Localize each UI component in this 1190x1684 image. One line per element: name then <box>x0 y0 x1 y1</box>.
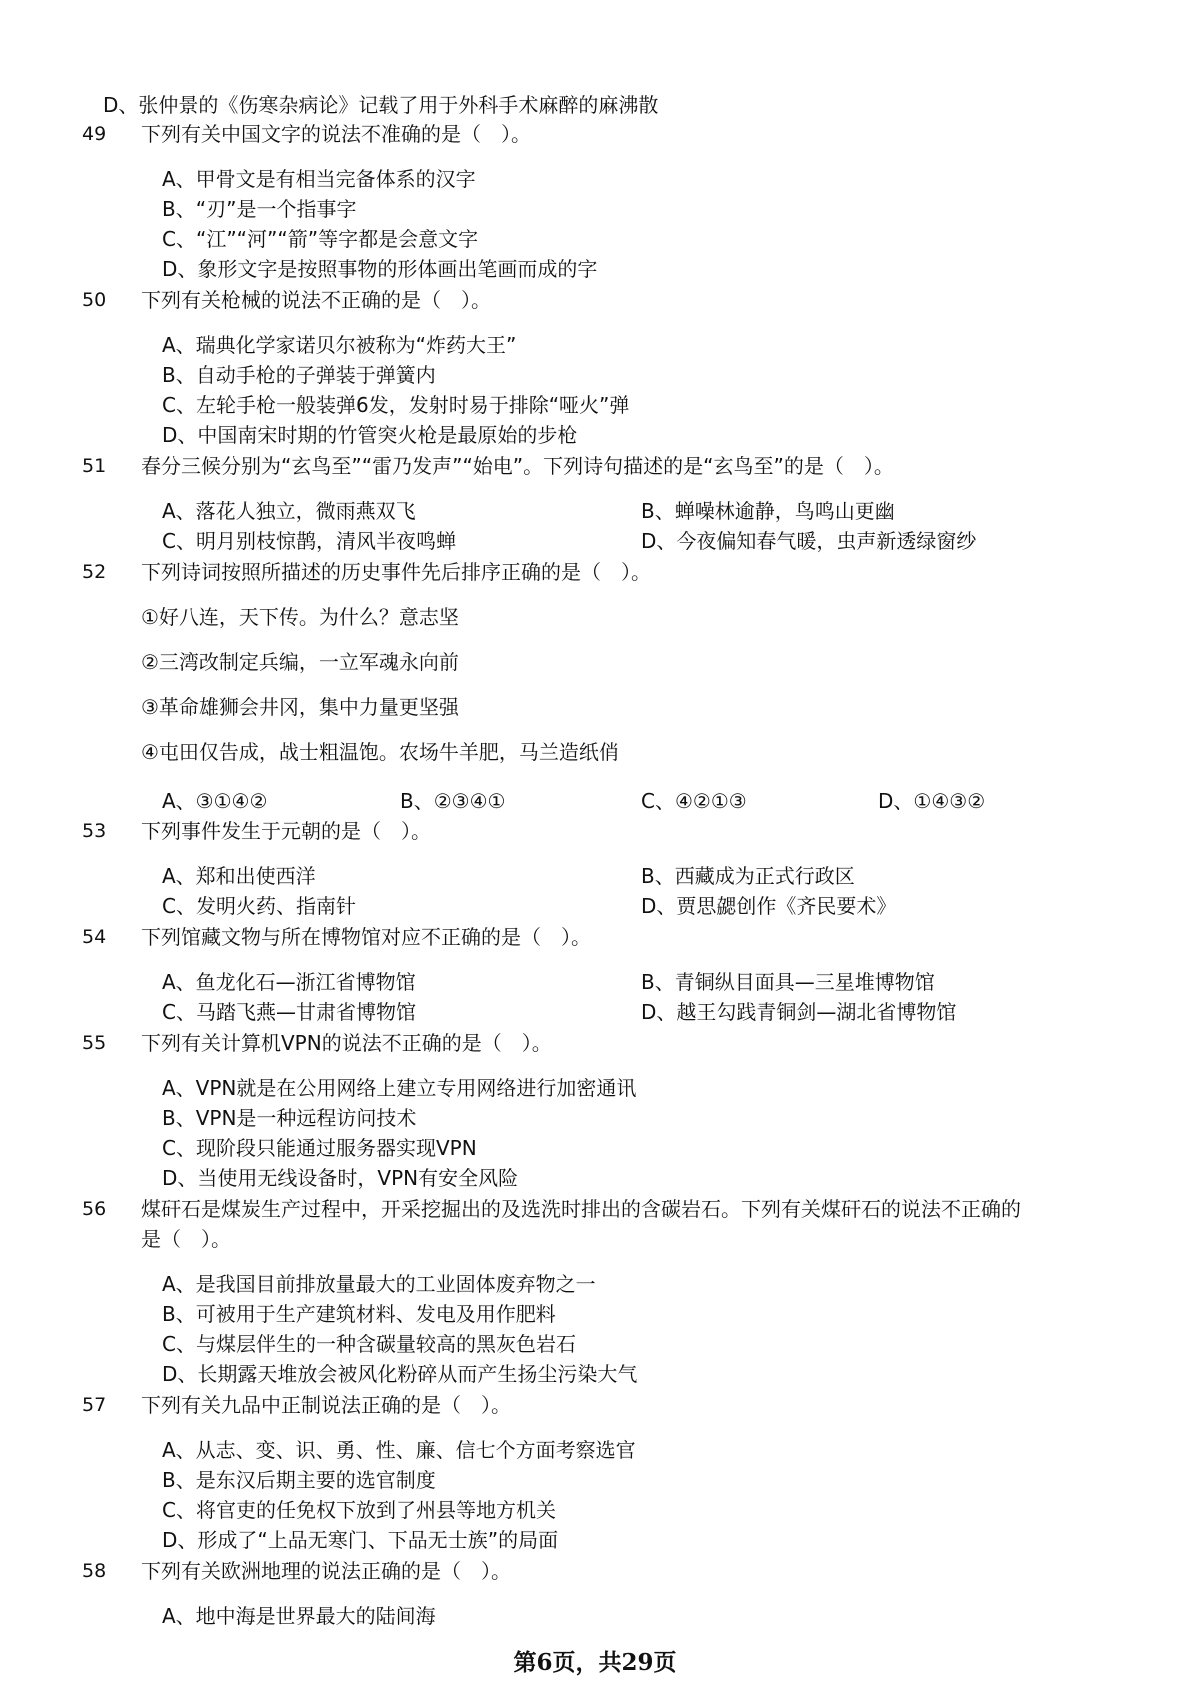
carry-over-option: D、张仲景的《伤寒杂病论》记载了用于外科手术麻醉的麻沸散 <box>103 93 659 117</box>
question-number: 49 <box>82 123 107 145</box>
option-a: A、从志、变、识、勇、性、廉、信七个方面考察选官 <box>162 1438 636 1462</box>
statement-item: ③革命雄狮会井冈，集中力量更坚强 <box>141 695 459 719</box>
option-a: A、地中海是世界最大的陆间海 <box>162 1604 436 1628</box>
question-text: 春分三候分别为“玄鸟至”“雷乃发声”“始电”。下列诗句描述的是“玄鸟至”的是（ ）。 <box>141 454 894 478</box>
question-text: 下列事件发生于元朝的是（ ）。 <box>141 819 431 843</box>
statement-item: ④屯田仅告成，战士粗温饱。农场牛羊肥，马兰造纸俏 <box>141 740 619 764</box>
option-d: D、形成了“上品无寒门、下品无士族”的局面 <box>162 1528 559 1552</box>
option-c: C、左轮手枪一般装弹6发，发射时易于排除“哑火”弹 <box>162 393 630 417</box>
option-c: C、马踏飞燕—甘肃省博物馆 <box>162 1000 416 1024</box>
option-b: B、②③④① <box>400 789 506 813</box>
question-number: 54 <box>82 926 107 948</box>
question-text: 下列有关枪械的说法不正确的是（ ）。 <box>141 288 491 312</box>
question-text-continued: 是（ ）。 <box>141 1227 231 1251</box>
option-b: B、是东汉后期主要的选官制度 <box>162 1468 436 1492</box>
option-a: A、甲骨文是有相当完备体系的汉字 <box>162 167 476 191</box>
question-text: 下列有关欧洲地理的说法正确的是（ ）。 <box>141 1559 511 1583</box>
option-d: D、当使用无线设备时，VPN有安全风险 <box>162 1166 519 1190</box>
question-number: 56 <box>82 1198 107 1220</box>
question-text: 下列有关计算机VPN的说法不正确的是（ ）。 <box>141 1031 552 1055</box>
question-number: 53 <box>82 820 107 842</box>
option-b: B、可被用于生产建筑材料、发电及用作肥料 <box>162 1302 556 1326</box>
option-a: A、鱼龙化石—浙江省博物馆 <box>162 970 416 994</box>
option-c: C、与煤层伴生的一种含碳量较高的黑灰色岩石 <box>162 1332 576 1356</box>
option-c: C、发明火药、指南针 <box>162 894 356 918</box>
question-number: 52 <box>82 561 107 583</box>
question-text: 煤矸石是煤炭生产过程中，开采挖掘出的及选洗时排出的含碳岩石。下列有关煤矸石的说法不正确的 <box>141 1197 1021 1221</box>
option-d: D、今夜偏知春气暖，虫声新透绿窗纱 <box>641 529 977 553</box>
option-a: A、③①④② <box>162 789 268 813</box>
option-b: B、青铜纵目面具—三星堆博物馆 <box>641 970 935 994</box>
option-c: C、现阶段只能通过服务器实现VPN <box>162 1136 477 1160</box>
question-number: 58 <box>82 1560 107 1582</box>
option-d: D、贾思勰创作《齐民要术》 <box>641 894 897 918</box>
option-d: D、①④③② <box>878 789 986 813</box>
statement-item: ②三湾改制定兵编，一立军魂永向前 <box>141 650 459 674</box>
statement-item: ①好八连，天下传。为什么？意志坚 <box>141 605 459 629</box>
question-text: 下列有关九品中正制说法正确的是（ ）。 <box>141 1393 511 1417</box>
option-d: D、象形文字是按照事物的形体画出笔画而成的字 <box>162 257 598 281</box>
question-number: 57 <box>82 1394 107 1416</box>
option-d: D、长期露天堆放会被风化粉碎从而产生扬尘污染大气 <box>162 1362 638 1386</box>
page-footer: 第6页，共29页 <box>513 1649 677 1676</box>
option-d: D、中国南宋时期的竹管突火枪是最原始的步枪 <box>162 423 578 447</box>
question-text: 下列馆藏文物与所在博物馆对应不正确的是（ ）。 <box>141 925 591 949</box>
option-d: D、越王勾践青铜剑—湖北省博物馆 <box>641 1000 957 1024</box>
question-number: 55 <box>82 1032 107 1054</box>
question-text: 下列诗词按照所描述的历史事件先后排序正确的是（ ）。 <box>141 560 651 584</box>
option-a: A、瑞典化学家诺贝尔被称为“炸药大王” <box>162 333 517 357</box>
option-a: A、郑和出使西洋 <box>162 864 316 888</box>
option-b: B、西藏成为正式行政区 <box>641 864 855 888</box>
option-b: B、自动手枪的子弹装于弹簧内 <box>162 363 436 387</box>
question-number: 51 <box>82 455 107 477</box>
option-a: A、落花人独立，微雨燕双飞 <box>162 499 416 523</box>
option-b: B、“刃”是一个指事字 <box>162 197 357 221</box>
option-b: B、VPN是一种远程访问技术 <box>162 1106 417 1130</box>
question-number: 50 <box>82 289 107 311</box>
option-b: B、蝉噪林逾静，鸟鸣山更幽 <box>641 499 895 523</box>
option-a: A、VPN就是在公用网络上建立专用网络进行加密通讯 <box>162 1076 637 1100</box>
option-c: C、④②①③ <box>641 789 747 813</box>
option-c: C、将官吏的任免权下放到了州县等地方机关 <box>162 1498 556 1522</box>
question-text: 下列有关中国文字的说法不准确的是（ ）。 <box>141 122 531 146</box>
option-c: C、“江”“河”“箭”等字都是会意文字 <box>162 227 479 251</box>
option-c: C、明月别枝惊鹊，清风半夜鸣蝉 <box>162 529 456 553</box>
option-a: A、是我国目前排放量最大的工业固体废弃物之一 <box>162 1272 596 1296</box>
